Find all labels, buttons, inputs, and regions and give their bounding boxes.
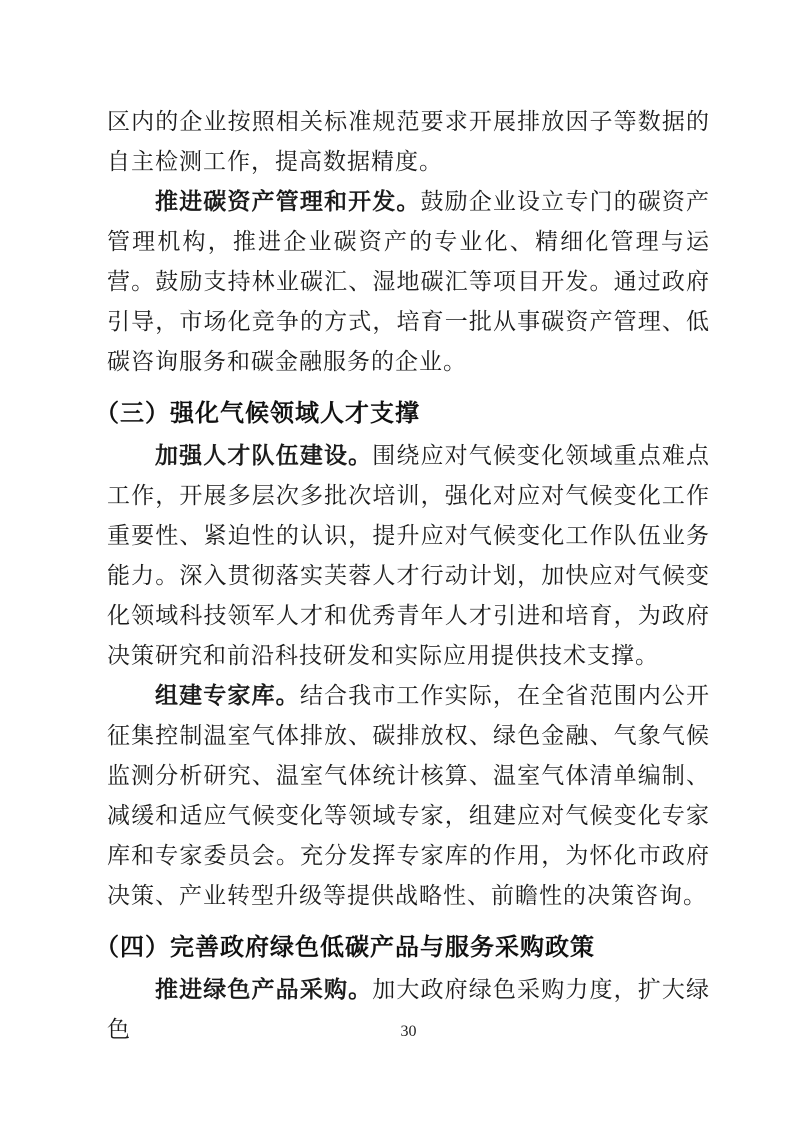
paragraph [107,676,710,916]
paragraph-text: 结合我市工作实际，在全省范围内公开征集控制温室气体排放、碳排放权、绿色金融、气象气候监测分析研究、温室气体统计核算、温室气体清单编制、减缓和适应气候变化等领域专家，组建应对气候变化专家库和专家委员会。充分发挥专家库的作用，为怀化市政府决策、产业转型升级等提供战略性、前瞻性的决策咨询。 [107,683,711,908]
paragraph-text: 围绕应对气候变化领域重点难点工作，开展多层次多批次培训，强化对应对气候变化工作重要性、紧迫性的认识，提升应对气候变化工作队伍业务能力。深入贯彻落实芙蓉人才行动计划，加快应对气候变化领域科技领军人才和优秀青年人才引进和培育，为政府决策研究和前沿科技研发和实际应用提供技术支撑。 [107,443,711,668]
page-number: 30 [400,1023,417,1040]
paragraph-lead: 组建专家库。 [155,683,300,708]
paragraph-text: 鼓励企业设立专门的碳资产管理机构，推进企业碳资产的专业化、精细化管理与运营。鼓励支持林业碳汇、湿地碳汇等项目开发。通过政府引导，市场化竞争的方式，培育一批从事碳资产管理、低碳咨询服务和碳金融服务的企业。 [107,189,711,374]
paragraph [107,182,710,382]
document-body [95,102,711,1050]
paragraph [107,102,710,182]
paragraph-lead: 加强人才队伍建设。 [155,443,373,468]
paragraph-lead: 推进碳资产管理和开发。 [155,189,421,214]
section-heading: （三）强化气候领域人才支撑 [95,401,420,427]
paragraph [107,436,710,676]
paragraph-lead: 推进绿色产品采购。 [155,977,373,1002]
paragraph-text: 加大政府绿色采购力度，扩大绿色 [107,977,711,1042]
paragraph-text: 区内的企业按照相关标准规范要求开展排放因子等数据的自主检测工作，提高数据精度。 [107,109,710,174]
section-heading: （四）完善政府绿色低碳产品与服务采购政策 [95,935,595,961]
